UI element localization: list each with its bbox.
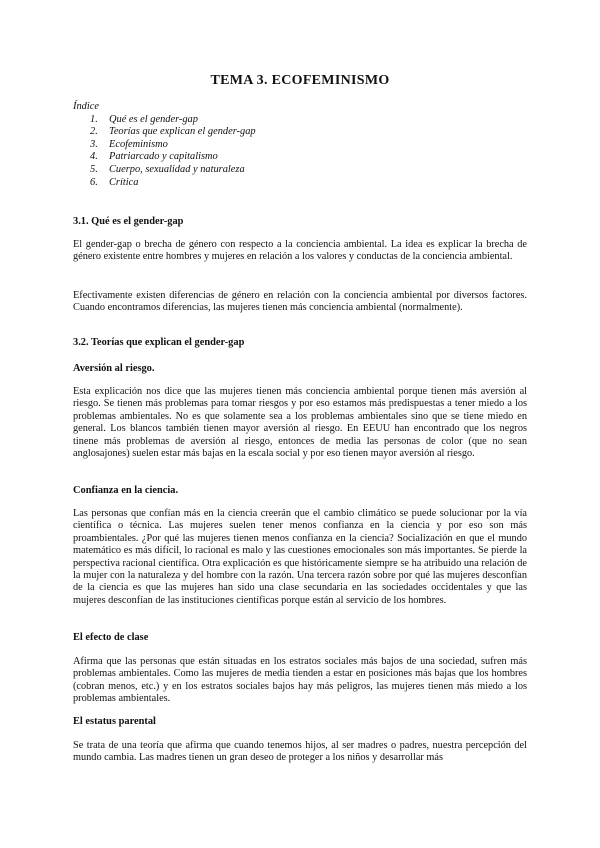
index-item: [73, 114, 256, 127]
paragraph-risk-aversion: Esta explicación nos dice que las mujeres tienen más conciencia ambiental porque tienen más aversión al riesgo. Se tienen más problemas para tomar riesgos y por eso estamos más predispuestas a tener miedo a los problemas ambientales. No es que solamente sea a los problemas ambientales sino que se tiene miedo en general. Los blancos también tienen mayor aversión al riesgo. En EEUU han encontrado que los negros tinene más problemas de aversión al riesgo, entonces de media las personas de color (que no sean anglosajones) suelen estar más bajas en la escala social y por eso tienen mayor aversión al riesgo.: [73, 386, 527, 460]
table-of-contents: [73, 101, 256, 189]
index-item-label: Qué es el gender-gap: [109, 113, 198, 125]
paragraph-parental-status: Se trata de una teoría que afirma que cuando tenemos hijos, al ser madres o padres, nuestra percepción del mundo cambia. Las madres tienen un gran deseo de proteger a los niños y desarrollar más: [73, 740, 527, 764]
index-item: [73, 151, 256, 164]
index-heading: Índice: [73, 101, 99, 112]
index-item-number: 2.: [90, 126, 98, 138]
section-heading-gender-gap: 3.1. Qué es el gender-gap: [73, 216, 184, 227]
subheading-class-effect: El efecto de clase: [73, 632, 149, 643]
index-item-number: 1.: [90, 113, 98, 125]
index-item: [73, 164, 256, 177]
index-item-number: 4.: [90, 151, 98, 163]
paragraph-trust-in-science: Las personas que confían más en la ciencia creerán que el cambio climático se puede solucionar por la vía científica o técnica. Las mujeres suelen tener menos confianza en la ciencia y por eso son más proambientales. ¿Por qué las mujeres tienen menos confianza en la ciencia? Socialización en que el mundo matemático es más difícil, lo racional es malo y las cuestiones emocionales son más importantes. Se pierde la perspectiva racional científica. Otra explicación es que históricamente siempre se ha atribuido una relación de la mujer con la naturaleza y del hombre con la razón. Una tercera razón sobre por qué las mujeres desconfían de la ciencia es que las mujeres han sido una clase secundaria en las sociedades occidentales y que las mujeres desconfían de las instituciones científicas porque están al servicio de los hombres.: [73, 508, 527, 606]
index-item-label: Patriarcado y capitalismo: [109, 151, 218, 163]
index-item-label: Teorías que explican el gender-gap: [109, 126, 256, 138]
subheading-trust-in-science: Confianza en la ciencia.: [73, 485, 179, 496]
subheading-parental-status: El estatus parental: [73, 716, 156, 727]
page-title: TEMA 3. ECOFEMINISMO: [210, 73, 390, 88]
index-item-number: 6.: [90, 176, 98, 188]
index-item: [73, 139, 256, 152]
index-item: [73, 126, 256, 139]
index-item-label: Ecofeminismo: [109, 138, 168, 150]
index-item-label: Crítica: [109, 176, 139, 188]
index-item-label: Cuerpo, sexualidad y naturaleza: [109, 163, 245, 175]
index-item-number: 3.: [90, 138, 98, 150]
subheading-risk-aversion: Aversión al riesgo.: [73, 363, 155, 374]
index-item-number: 5.: [90, 163, 98, 175]
section-heading-theories: 3.2. Teorías que explican el gender-gap: [73, 337, 245, 348]
paragraph-gender-gap-definition: El gender-gap o brecha de género con respecto a la conciencia ambiental. La idea es explicar la brecha de género existente entre hombres y mujeres en relación a los valores y conductas de la conciencia ambiental.: [73, 239, 527, 263]
index-item: [73, 177, 256, 190]
paragraph-gender-differences: Efectivamente existen diferencias de género en relación con la conciencia ambiental por diversos factores. Cuando encontramos diferencias, las mujeres tienen más conciencia ambiental (normalmente).: [73, 290, 527, 314]
paragraph-class-effect: Afirma que las personas que están situadas en los estratos sociales más bajos de una sociedad, sufren más problemas ambientales. Como las mujeres de media tienden a estar en posiciones más bajas que los hombres (cobran menos, etc.) y en los estratos sociales bajos hay más peligros, las mujeres tienen más miedo a los problemas ambientales.: [73, 656, 527, 705]
